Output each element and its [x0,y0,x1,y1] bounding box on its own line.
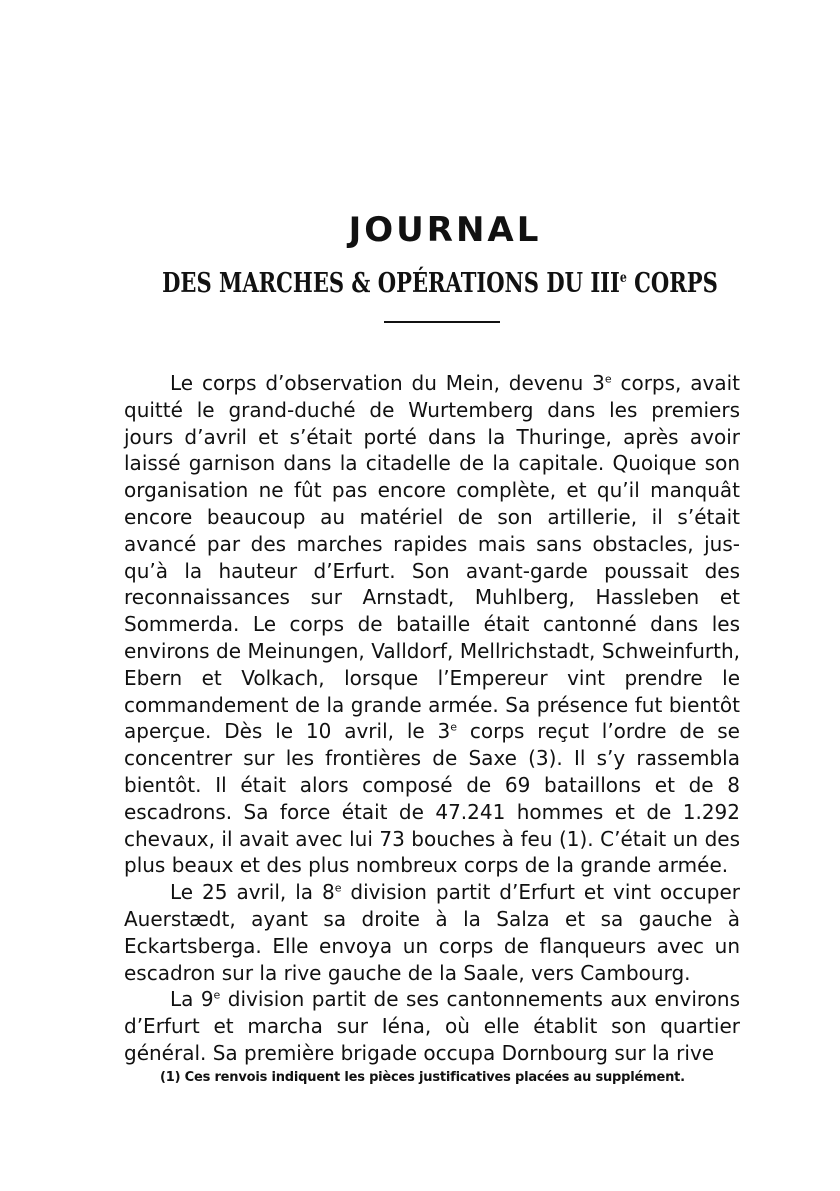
paragraph-2-text-a: Le 25 avril, la 8 [170,880,335,905]
paragraph-1-text-a: Le corps d’observation du Mein, devenu 3 [170,371,605,395]
ordinal-superscript: e [334,881,342,895]
paragraph-1-text-c: corps reçut l’ordre de se concentrer sur les frontières de Saxe (3). Il s’y rassembla bientôt. Il était alors composé de 69 bataillons et de 8 escadrons. Sa force était de 47.241 hommes et de 1.292 chevaux, il avait avec lui 73 bouches à feu (1). C’était un des plus beaux et des plus nombreux corps de la grande armée. [124,719,740,878]
subtitle-superscript: e [619,270,627,286]
subtitle-text: DES MARCHES & OPÉRATIONS DU III [162,268,620,299]
ordinal-superscript: e [604,372,612,386]
body-text [124,370,740,1067]
page-title: JOURNAL [348,210,542,250]
paragraph-1-text-b: corps, avait quitté le grand-duché de Wurtemberg dans les premiers jours d’avril et s’était porté dans la Thuringe, après avoir laissé garnison dans la citadelle de la capitale. Quoique son organisation ne fût pas encore complète, et qu’il manquât encore beaucoup au matériel de son artillerie, il s’était avancé par des marches rapides mais sans obstacles, jus-qu’à la hauteur d’Erfurt. Son avant-garde poussait des reconnaissances sur Arnstadt, Muhlberg, Hassleben et Sommerda. Le corps de bataille était cantonné dans les environs de Meinungen, Valldorf, Mellrichstadt, Schweinfurth, Ebern et Volkach, lorsque l’Empereur vint prendre le commandement de la grande armée. Sa présence fut bientôt aperçue. Dès le 10 avril, le 3 [124,371,740,744]
title-divider [384,321,500,323]
ordinal-superscript: e [450,720,458,734]
paragraph-3-text-b: division partit de ses cantonnements aux environs d’Erfurt et marcha sur Iéna, où elle établit son quartier général. Sa première brigade occupa Dornbourg sur la rive [124,987,740,1065]
paragraph-3-text-a: La 9 [170,987,214,1012]
ordinal-superscript: e [213,988,221,1002]
paragraph-2 [124,879,740,986]
paragraph-2-text-b: division partit d’Erfurt et vint occuper Auerstædt, ayant sa droite à la Salza et sa gauche à Eckartsberga. Elle envoya un corps de flanqueurs avec un escadron sur la rive gauche de la Saale, vers Cambourg. [124,880,741,985]
subtitle-text-end: CORPS [626,268,718,299]
paragraph-1 [124,370,740,879]
paragraph-3 [124,986,740,1066]
page-subtitle [97,268,783,299]
footnote: (1) Ces renvois indiquent les pièces justificatives placées au supplément. [160,1070,685,1085]
